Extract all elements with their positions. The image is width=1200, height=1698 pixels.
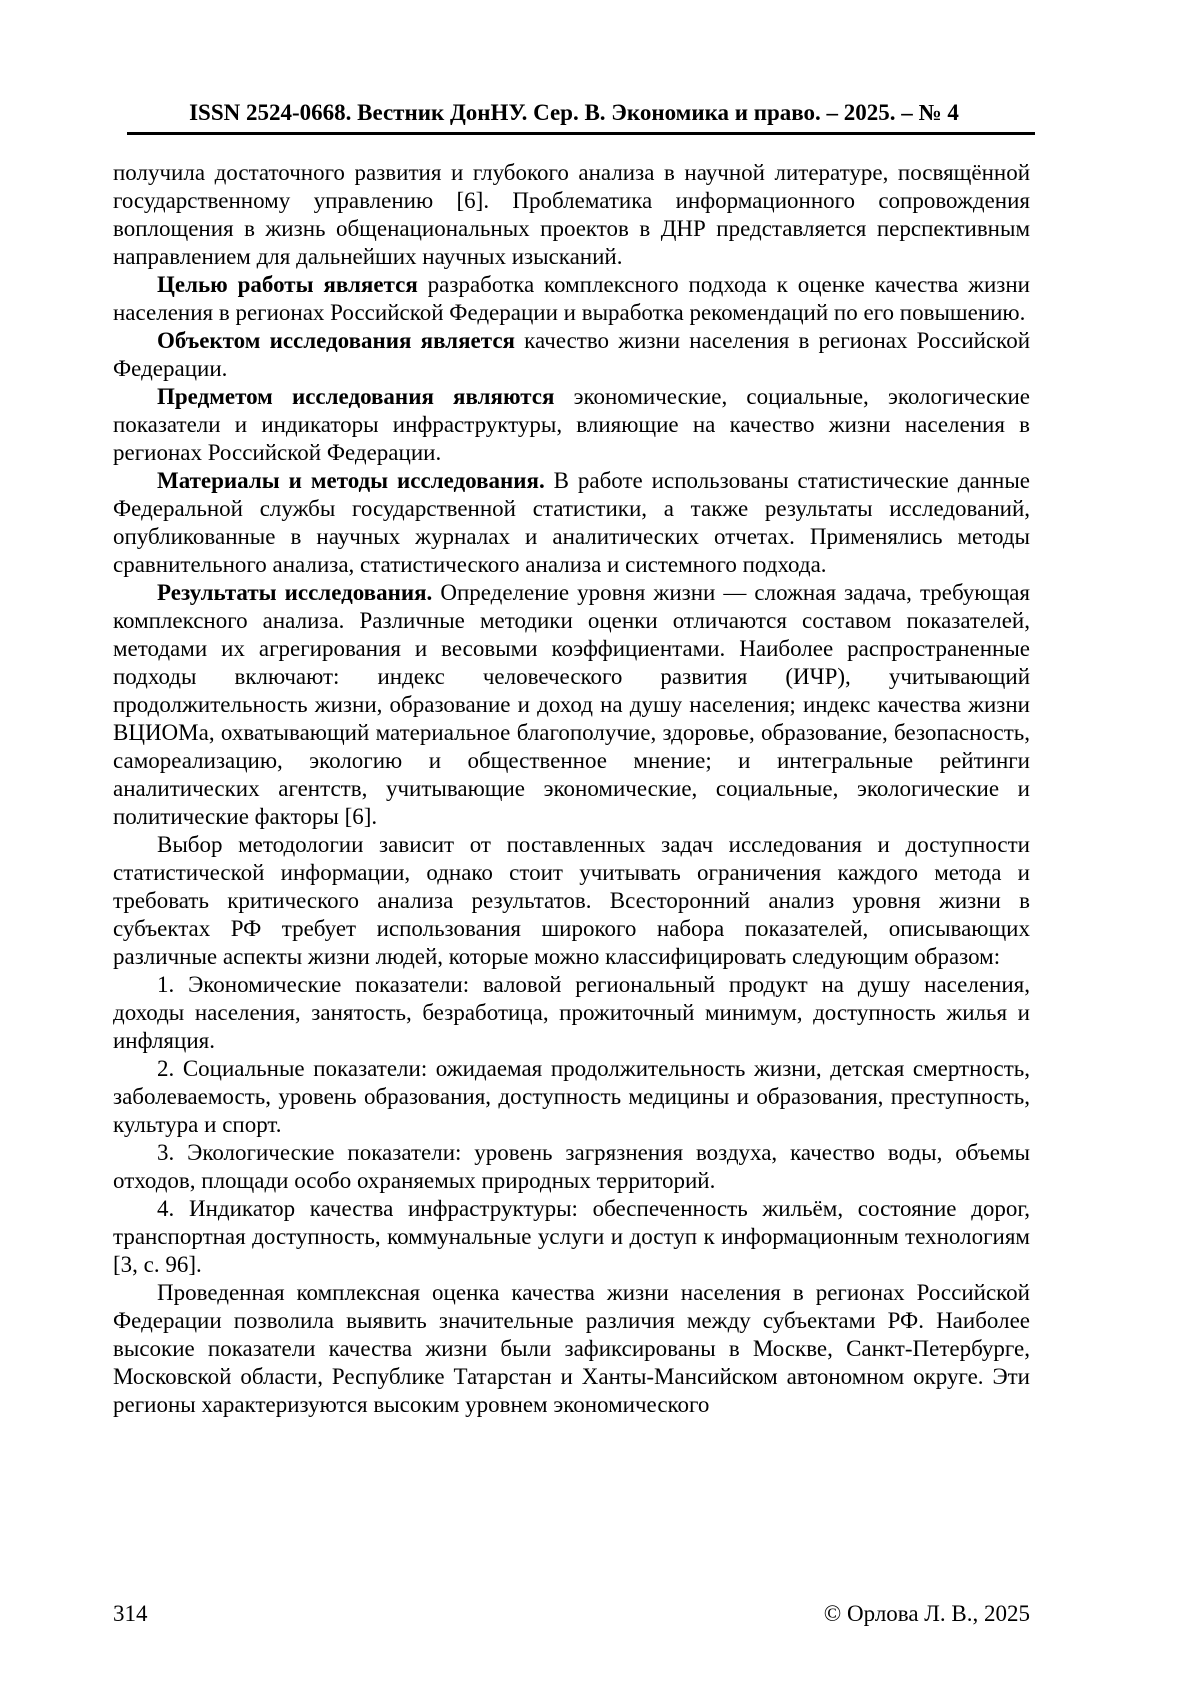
- paragraph-text: В работе использованы статистические данные Федеральной службы государственной статистики, а также результаты исследований, опубликованные в научных журналах и аналитических отчетах. Применялись методы сравнительного анализа, статистического анализа и системного подхода.: [113, 468, 1030, 577]
- article-body: [113, 159, 1030, 1419]
- article-paragraph: [113, 467, 1030, 579]
- article-paragraph: [113, 579, 1030, 831]
- article-paragraph: [113, 1139, 1030, 1195]
- paragraph-text: Выбор методологии зависит от поставленных задач исследования и доступности статистической информации, однако стоит учитывать ограничения каждого метода и требовать критического анализа результатов. Всесторонний анализ уровня жизни в субъектах РФ требует использования широкого набора показателей, описывающих различные аспекты жизни людей, которые можно классифицировать следующим образом:: [113, 832, 1030, 969]
- paragraph-text: получила достаточного развития и глубокого анализа в научной литературе, посвящённой государственному управлению [6]. Проблематика информационного сопровождения воплощения в жизнь общенациональных проектов в ДНР представляется перспективным направлением для дальнейших научных изысканий.: [113, 160, 1030, 269]
- paragraph-bold-lead: Материалы и методы исследования.: [157, 468, 545, 493]
- article-paragraph: [113, 1195, 1030, 1279]
- paragraph-text: 2. Социальные показатели: ожидаемая продолжительность жизни, детская смертность, заболеваемость, уровень образования, доступность медицины и образования, преступность, культура и спорт.: [113, 1056, 1030, 1137]
- header-rule: [127, 132, 1035, 135]
- article-paragraph: [113, 383, 1030, 467]
- copyright-notice: © Орлова Л. В., 2025: [823, 1601, 1030, 1626]
- article-paragraph: [113, 971, 1030, 1055]
- article-paragraph: [113, 327, 1030, 383]
- paragraph-bold-lead: Предметом исследования являются: [157, 384, 555, 409]
- article-paragraph: [113, 1055, 1030, 1139]
- journal-running-header: ISSN 2524-0668. Вестник ДонНУ. Сер. В. Экономика и право. – 2025. – № 4: [189, 100, 959, 125]
- page-footer: [113, 1601, 1030, 1627]
- paragraph-text: 3. Экологические показатели: уровень загрязнения воздуха, качество воды, объемы отходов, площади особо охраняемых природных территорий.: [113, 1140, 1030, 1193]
- paragraph-text: 4. Индикатор качества инфраструктуры: обеспеченность жильём, состояние дорог, транспортная доступность, коммунальные услуги и доступ к информационным технологиям [3, с. 96].: [113, 1196, 1030, 1277]
- paragraph-bold-lead: Объектом исследования является: [157, 328, 515, 353]
- paragraph-bold-lead: Целью работы является: [157, 272, 418, 297]
- paragraph-text: качество жизни населения в регионах Российской Федерации.: [113, 328, 1030, 381]
- paragraph-text: Проведенная комплексная оценка качества жизни населения в регионах Российской Федерации позволила выявить значительные различия между субъектами РФ. Наиболее высокие показатели качества жизни были зафиксированы в Москве, Санкт-Петербурге, Московской области, Республике Татарстан и Ханты-Мансийском автономном округе. Эти регионы характеризуются высоким уровнем экономического: [113, 1280, 1030, 1417]
- paragraph-bold-lead: Результаты исследования.: [157, 580, 433, 605]
- article-paragraph: [113, 159, 1030, 271]
- paragraph-text: экономические, социальные, экологические показатели и индикаторы инфраструктуры, влияющие на качество жизни населения в регионах Российской Федерации.: [113, 384, 1030, 465]
- article-paragraph: [113, 1279, 1030, 1419]
- article-paragraph: [113, 271, 1030, 327]
- page-number: 314: [113, 1601, 148, 1626]
- article-paragraph: [113, 831, 1030, 971]
- paragraph-text: разработка комплексного подхода к оценке качества жизни населения в регионах Российской Федерации и выработка рекомендаций по его повышению.: [113, 272, 1030, 325]
- paragraph-text: 1. Экономические показатели: валовой региональный продукт на душу населения, доходы населения, занятость, безработица, прожиточный минимум, доступность жилья и инфляция.: [113, 972, 1030, 1053]
- paragraph-text: Определение уровня жизни — сложная задача, требующая комплексного анализа. Различные методики оценки отличаются составом показателей, методами их агрегирования и весовыми коэффициентами. Наиболее распространенные подходы включают: индекс человеческого развития (ИЧР), учитывающий продолжительность жизни, образование и доход на душу населения; индекс качества жизни ВЦИОМа, охватывающий материальное благополучие, здоровье, образование, безопасность, самореализацию, экологию и общественное мнение; и интегральные рейтинги аналитических агентств, учитывающие экономические, социальные, экологические и политические факторы [6].: [113, 580, 1030, 829]
